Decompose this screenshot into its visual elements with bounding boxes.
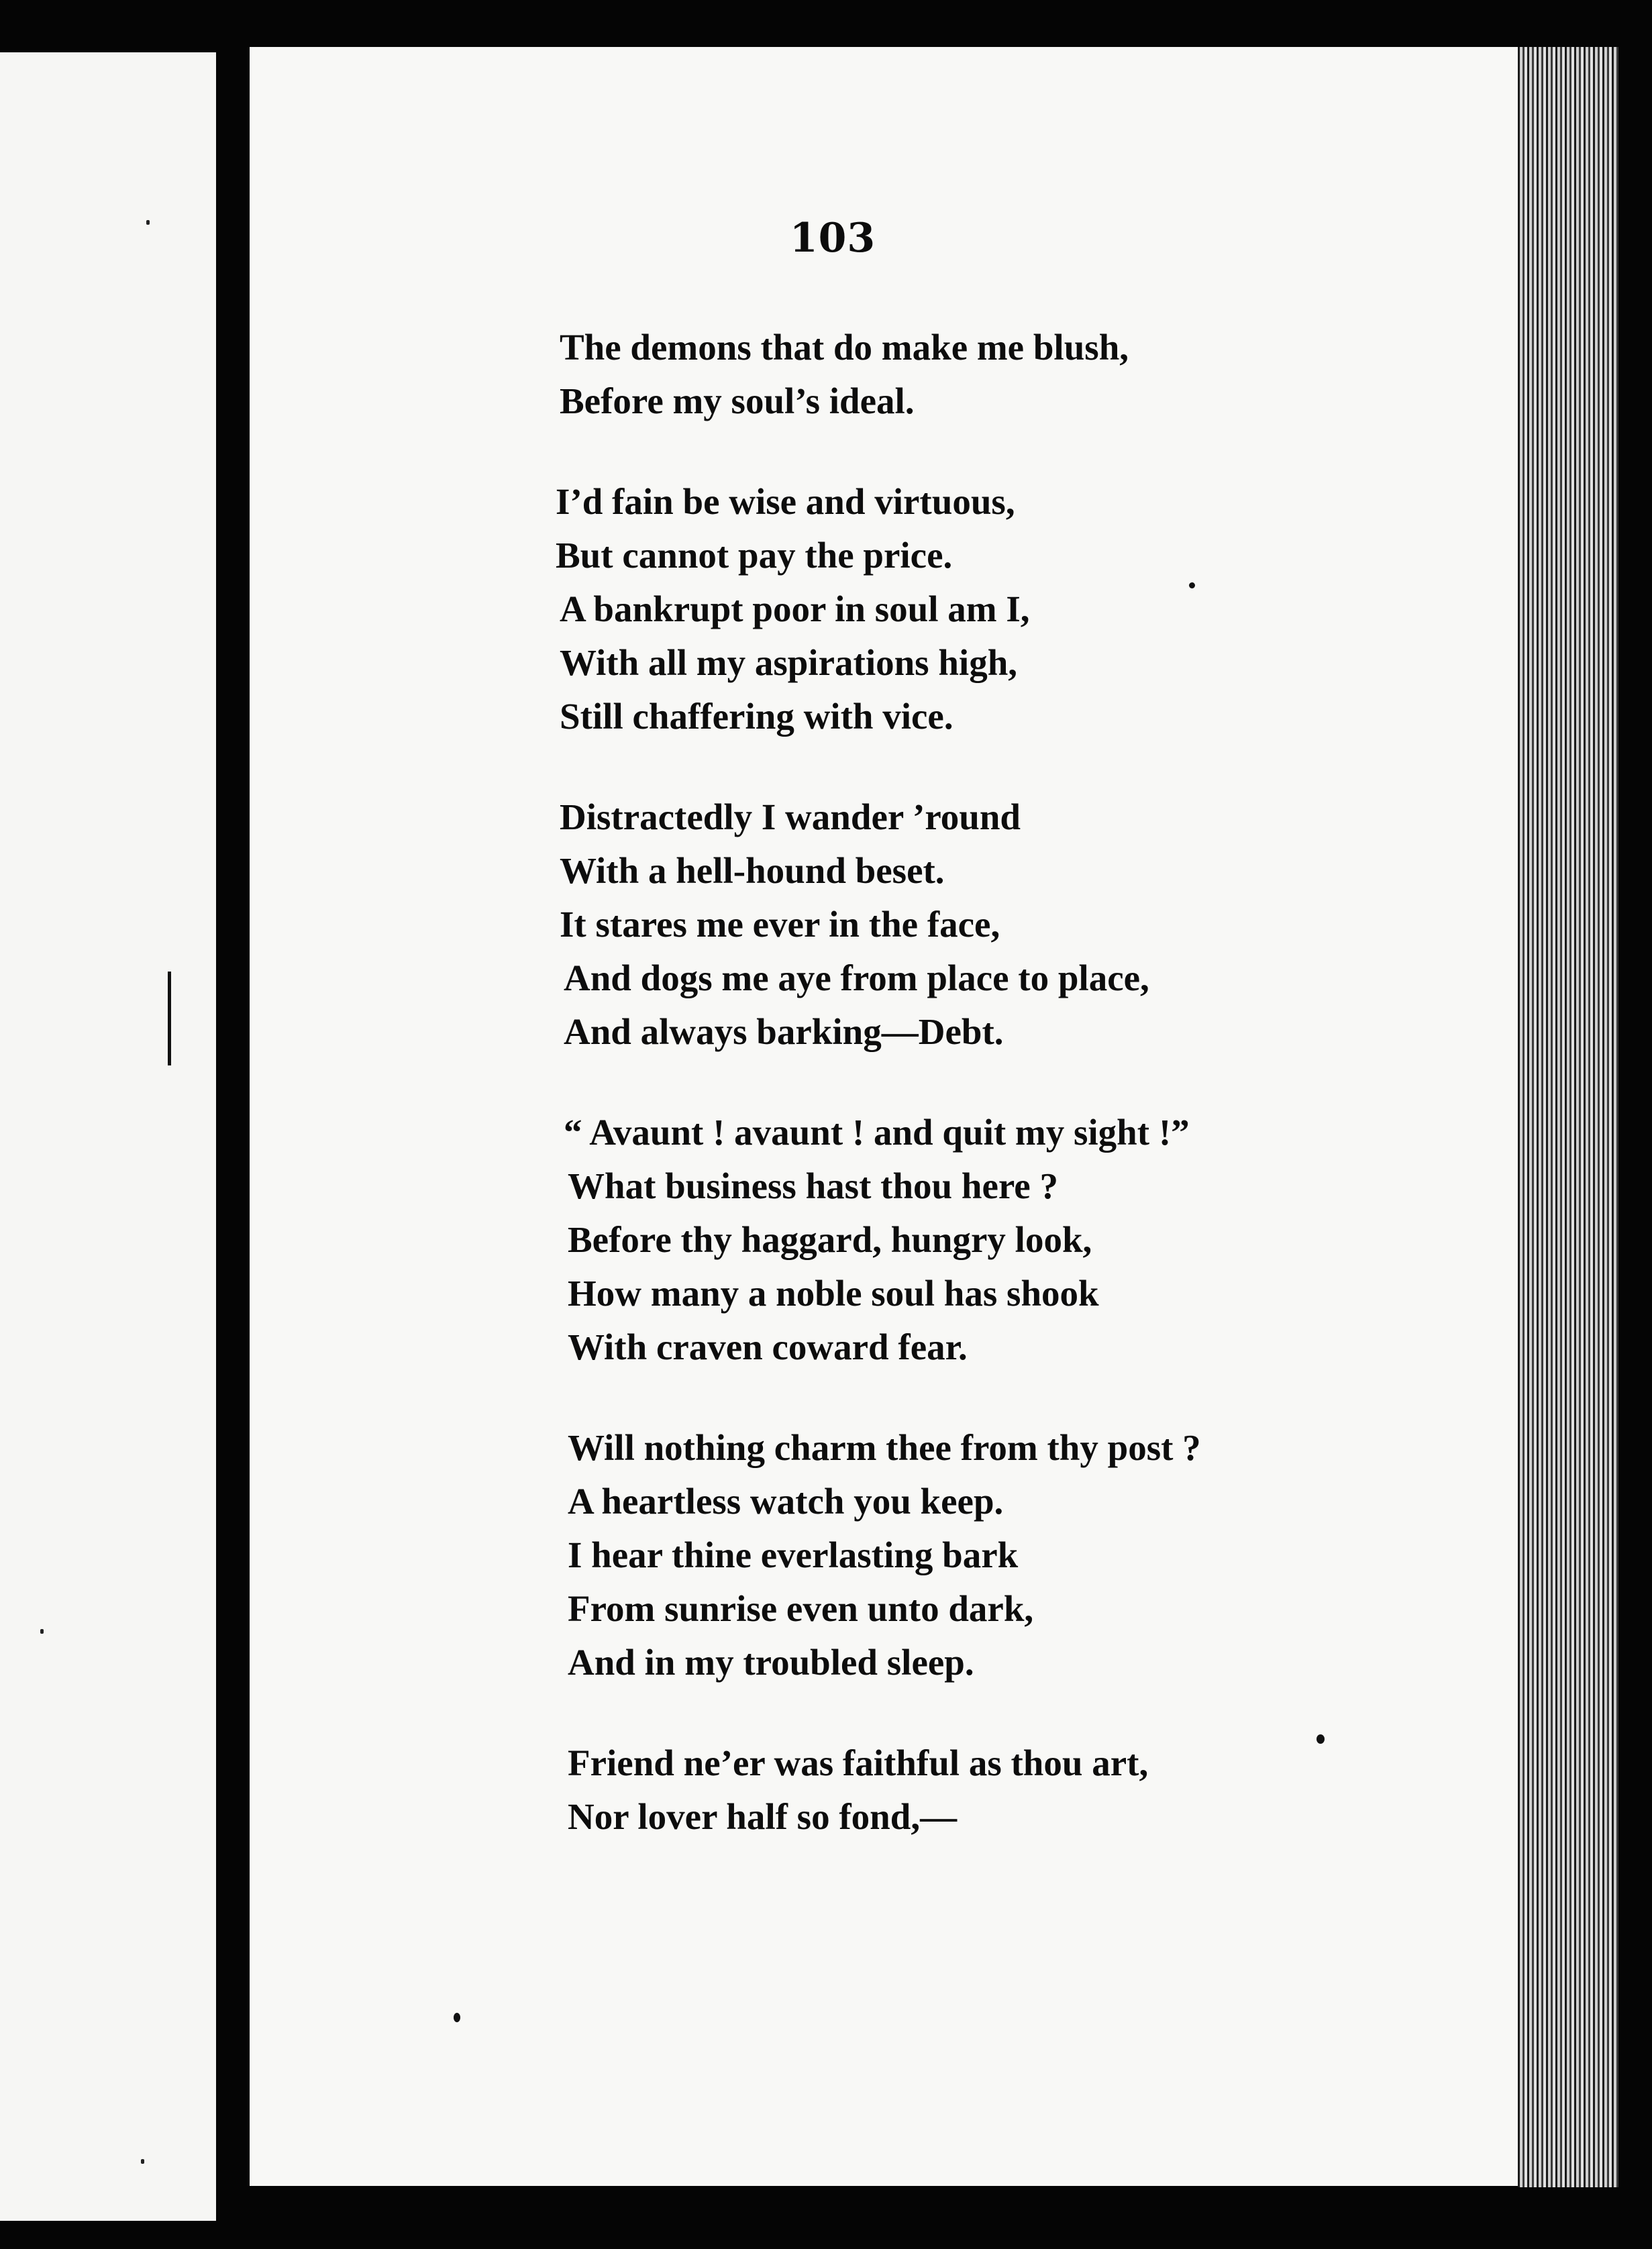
poem-line: With all my aspirations high,: [560, 642, 1018, 683]
stanza: [556, 1421, 1388, 1689]
poem-line: Before my soul’s ideal.: [560, 380, 915, 421]
stanza: [556, 1106, 1388, 1374]
poem-line: The demons that do make me blush,: [560, 327, 1129, 368]
stanza: [556, 321, 1388, 428]
poem-line: Still chaffering with vice.: [560, 696, 953, 737]
poem-line: From sunrise even unto dark,: [568, 1588, 1034, 1629]
poem-line: I’d fain be wise and virtuous,: [556, 481, 1015, 522]
poem-line: Distractedly I wander ’round: [560, 796, 1021, 837]
poem-body: [556, 321, 1388, 1891]
poem-line: And in my troubled sleep.: [568, 1642, 974, 1683]
poem-line: It stares me ever in the face,: [560, 904, 1000, 945]
stanza: [556, 475, 1388, 743]
poem-line: But cannot pay the price.: [556, 535, 953, 576]
poem-line: Nor lover half so fond,—: [568, 1796, 958, 1837]
poem-line: A heartless watch you keep.: [568, 1481, 1004, 1522]
ink-speck: [40, 1629, 44, 1634]
ink-speck: [141, 2159, 144, 2164]
poem-line: I hear thine everlasting bark: [568, 1534, 1019, 1575]
stacked-page-edges: [1518, 47, 1618, 2187]
poem-line: Will nothing charm thee from thy post ?: [568, 1427, 1201, 1468]
poem-line: Friend ne’er was faithful as thou art,: [568, 1742, 1149, 1783]
ink-speck: [454, 2013, 460, 2022]
stanza: [556, 1736, 1388, 1844]
poem-line: How many a noble soul has shook: [568, 1273, 1099, 1314]
facing-page-fragment: [0, 52, 216, 2221]
stanza: [556, 790, 1388, 1059]
page-crease: [168, 972, 171, 1065]
poem-line: And always barking—Debt.: [564, 1011, 1004, 1052]
poem-line: What business hast thou here ?: [568, 1165, 1058, 1206]
poem-line: A bankrupt poor in soul am I,: [560, 588, 1030, 629]
page-number: 103: [789, 215, 876, 262]
poem-line: Before thy haggard, hungry look,: [568, 1219, 1092, 1260]
poem-line: And dogs me aye from place to place,: [564, 957, 1149, 998]
ink-speck: [1189, 582, 1195, 588]
poem-line: With craven coward fear.: [568, 1326, 968, 1367]
ink-speck: [1317, 1734, 1325, 1744]
poem-line: With a hell-hound beset.: [560, 850, 945, 891]
poem-line: “ Avaunt ! avaunt ! and quit my sight !”: [564, 1112, 1190, 1153]
